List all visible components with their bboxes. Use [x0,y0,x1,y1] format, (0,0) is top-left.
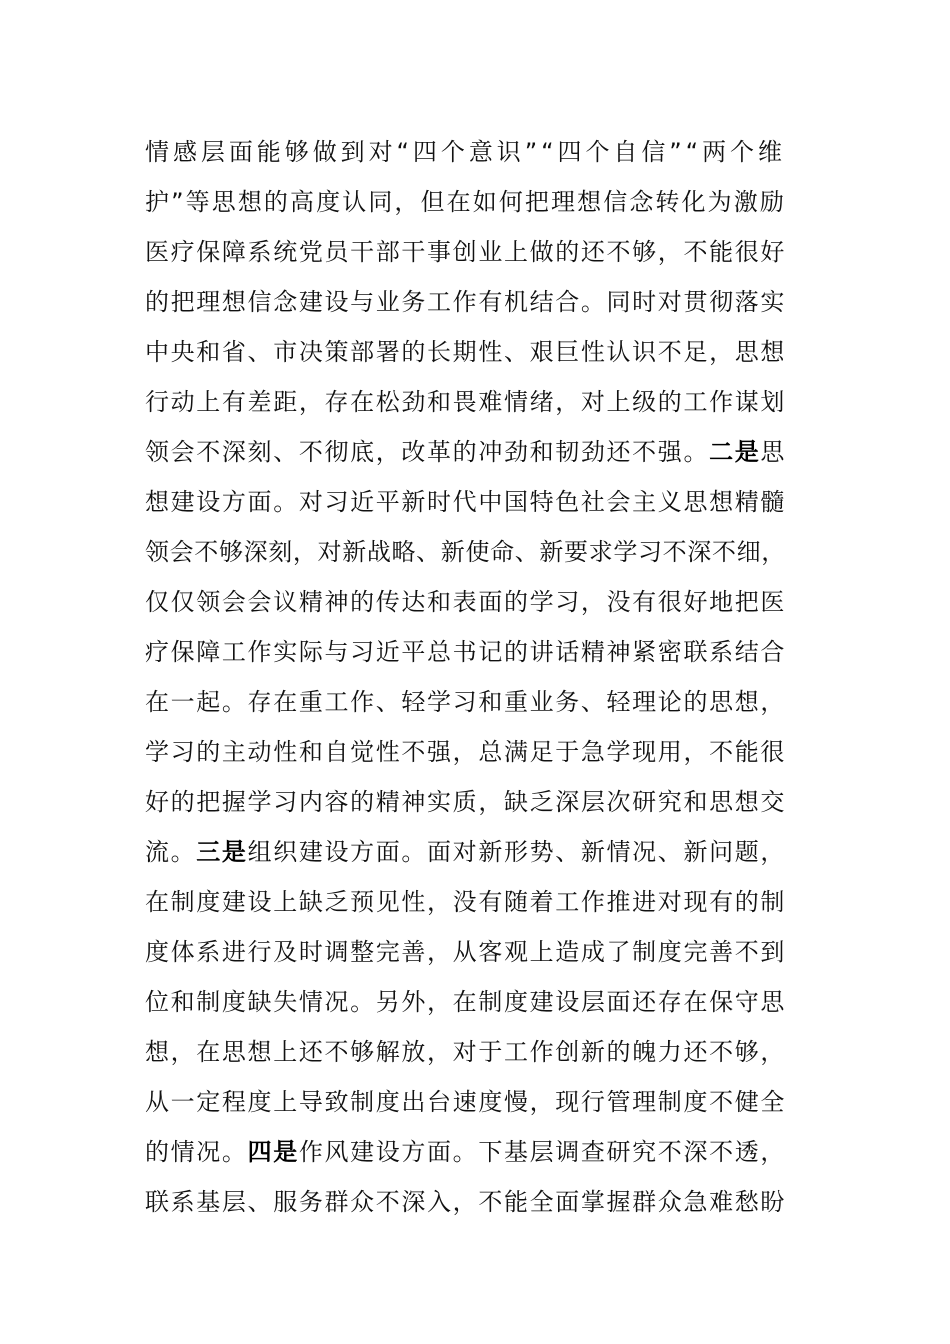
document-body [145,132,805,1232]
text-line [145,732,805,782]
text-segment: 在一起。存在重工作、轻学习和重业务、轻理论的思想， [145,688,786,716]
text-line [145,632,805,682]
text-line [145,1032,805,1082]
text-line [145,482,805,532]
text-line [145,932,805,982]
text-segment: 流。 [145,838,197,866]
text-segment: 位和制度缺失情况。另外，在制度建设层面还存在保守思 [145,988,786,1016]
text-segment: 仅仅领会会议精神的传达和表面的学习，没有很好地把医 [145,588,786,616]
text-segment: 的把理想信念建设与业务工作有机结合。同时对贯彻落实 [145,288,786,316]
text-line [145,882,805,932]
text-segment: 中央和省、市决策部署的长期性、艰巨性认识不足，思想 [145,338,786,366]
text-segment: 领会不深刻、不彻底，改革的冲劲和韧劲还不强。 [145,438,710,466]
text-segment: 护”等思想的高度认同，但在如何把理想信念转化为激励 [145,188,786,216]
text-line [145,382,805,432]
text-line [145,982,805,1032]
text-segment: 作风建设方面。下基层调查研究不深不透， [298,1138,787,1166]
text-line [145,1132,805,1182]
text-line [145,682,805,732]
text-line [145,182,805,232]
text-line [145,1082,805,1132]
text-segment: 想，在思想上还不够解放，对于工作创新的魄力还不够， [145,1038,786,1066]
text-segment: 组织建设方面。面对新形势、新情况、新问题， [247,838,787,866]
text-line [145,532,805,582]
text-segment: 在制度建设上缺乏预见性，没有随着工作推进对现有的制 [145,888,786,916]
text-line [145,1182,805,1232]
text-line [145,432,805,482]
text-line [145,582,805,632]
section-label: 二是 [709,438,761,466]
text-segment: 思 [760,438,787,466]
text-segment: 想建设方面。对习近平新时代中国特色社会主义思想精髓 [145,488,786,516]
section-label: 三是 [196,838,248,866]
text-segment: 从一定程度上导致制度出台速度慢，现行管理制度不健全 [145,1088,786,1116]
text-segment: 的情况。 [145,1138,248,1166]
text-line [145,232,805,282]
text-line [145,832,805,882]
text-segment: 医疗保障系统党员干部干事创业上做的还不够，不能很好 [145,238,786,266]
text-line [145,132,805,182]
text-segment: 情感层面能够做到对“四个意识”“四个自信”“两个维 [145,138,786,166]
text-segment: 疗保障工作实际与习近平总书记的讲话精神紧密联系结合 [145,638,786,666]
text-segment: 联系基层、服务群众不深入，不能全面掌握群众急难愁盼 [145,1188,786,1216]
text-segment: 学习的主动性和自觉性不强，总满足于急学现用，不能很 [145,738,786,766]
text-segment: 度体系进行及时调整完善，从客观上造成了制度完善不到 [145,938,786,966]
text-line [145,282,805,332]
text-segment: 好的把握学习内容的精神实质，缺乏深层次研究和思想交 [145,788,786,816]
text-segment: 领会不够深刻，对新战略、新使命、新要求学习不深不细， [145,538,786,566]
text-line [145,782,805,832]
section-label: 四是 [247,1138,299,1166]
text-line [145,332,805,382]
text-segment: 行动上有差距，存在松劲和畏难情绪，对上级的工作谋划 [145,388,786,416]
